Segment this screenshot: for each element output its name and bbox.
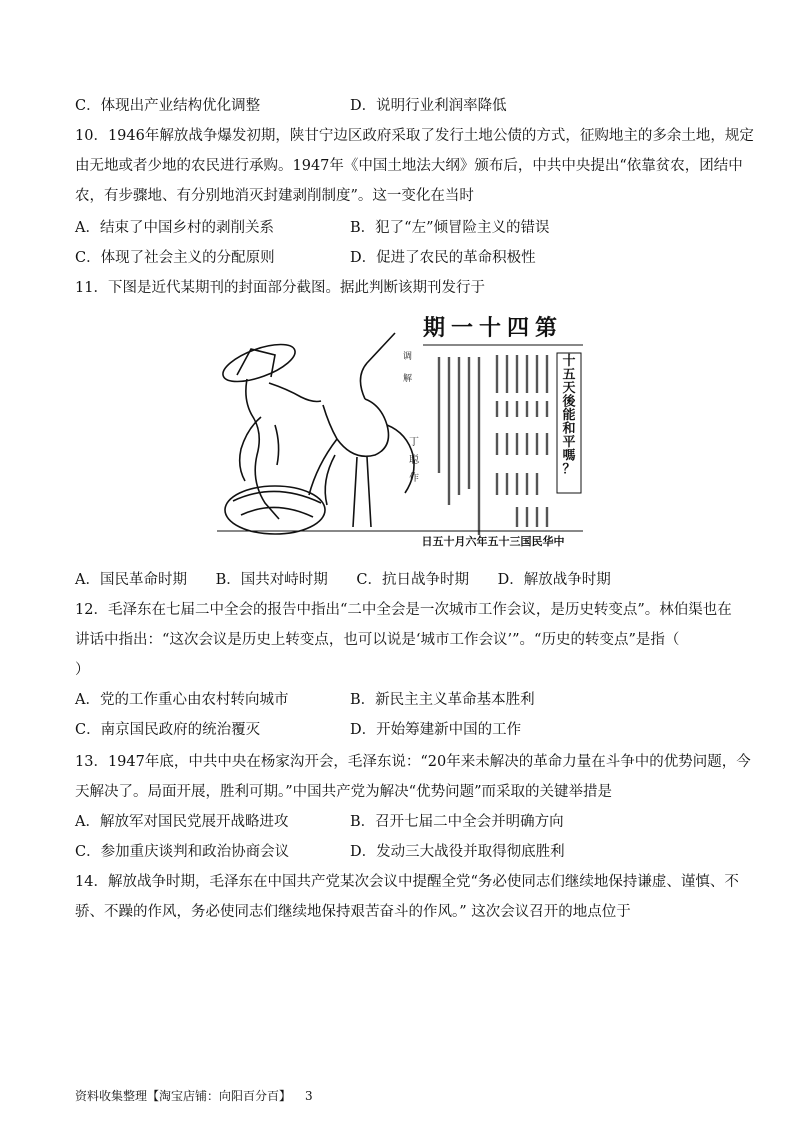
q12-stem-line-1: 12．毛泽东在七届二中全会的报告中指出“二中全会是一次城市工作会议，是历史转变点”。林伯渠也在: [75, 602, 732, 618]
headline-char: 和: [562, 421, 576, 437]
q13-option-b: B．召开七届二中全会并明确方向: [350, 814, 564, 830]
q10-stem-line-3: 农，有步骤地、有分别地消灭封建剥削制度”。这一变化在当时: [75, 188, 474, 204]
caption-author-char-3: 作: [409, 473, 419, 484]
q9-options-row-cd: [75, 96, 735, 116]
headline-char: 五: [562, 367, 576, 383]
caption-left-char-2: 解: [403, 374, 413, 384]
q11-option-b: B．国共对峙时期: [215, 572, 328, 588]
q12-stem-line-3: ）: [75, 662, 90, 678]
q13-option-d: D．发动三大战役并取得彻底胜利: [350, 844, 565, 860]
q10-option-d: D．促进了农民的革命积极性: [350, 250, 536, 266]
headline-char: 平: [562, 435, 576, 450]
cover-date-line: 日五十月六年五十三国民华中: [421, 535, 565, 548]
page-number: 3: [305, 1089, 313, 1103]
q9-option-c: C．体现出产业结构优化调整: [75, 98, 261, 114]
headline-char: 嗎: [562, 448, 576, 464]
q13-option-c: C．参加重庆谈判和政治协商会议: [75, 844, 290, 860]
journal-cover-figure: [217, 305, 583, 550]
q13-option-a: A．解放军对国民党展开战略进攻: [75, 814, 289, 830]
page-footer: [75, 1088, 313, 1104]
q11-options: [75, 570, 635, 590]
q13-stem-line-2: 天解决了。局面开展，胜利可期。”中国共产党为解决“优势问题”而采取的关键举措是: [75, 784, 612, 800]
q10-option-c: C．体现了社会主义的分配原则: [75, 250, 275, 266]
q11-option-d: D．解放战争时期: [497, 572, 611, 588]
q12-option-b: B．新民主主义革命基本胜利: [350, 692, 535, 708]
q13-options-row-ab: [75, 812, 735, 832]
q11-option-c: C．抗日战争时期: [356, 572, 469, 588]
issue-label: 期一十四第: [423, 315, 564, 341]
caption-author-char-2: 聪: [409, 455, 419, 466]
q10-option-b: B．犯了“左”倾冒险主义的错误: [350, 220, 550, 236]
q13-options-row-cd: [75, 842, 735, 862]
q12-option-a: A．党的工作重心由农村转向城市: [75, 692, 289, 708]
q10-option-a: A．结束了中国乡村的剥削关系: [75, 220, 274, 236]
q13-stem-line-1: 13．1947年底，中共中央在杨家沟开会，毛泽东说：“20年来未解决的革命力量在斗争中的优势问题，今: [75, 754, 751, 770]
q12-options-row-cd: [75, 720, 735, 740]
q11-option-a: A．国民革命时期: [75, 572, 187, 588]
q12-option-d: D．开始筹建新中国的工作: [350, 722, 522, 738]
q10-stem-line-2: 由无地或者少地的农民进行承购。1947年《中国土地法大纲》颁布后，中共中央提出“依靠贫农，团结中: [75, 158, 743, 174]
headline-char: 十: [562, 354, 576, 369]
headline-char: 能: [562, 408, 576, 423]
q10-options-row-cd: [75, 248, 735, 268]
q10-stem-line-1: 10．1946年解放战争爆发初期，陕甘宁边区政府采取了发行土地公债的方式，征购地主的多余土地，规定: [75, 128, 754, 144]
headline-char: ？: [562, 462, 576, 477]
q9-option-d: D．说明行业利润率降低: [350, 98, 507, 114]
footer-source: 资料收集整理【淘宝店铺：向阳百分百】: [75, 1089, 292, 1103]
q11-stem: 11．下图是近代某期刊的封面部分截图。据此判断该期刊发行于: [75, 280, 485, 296]
q12-options-row-ab: [75, 690, 735, 710]
q10-options-row-ab: [75, 218, 735, 238]
q14-stem-line-2: 骄、不躁的作风，务必使同志们继续地保持艰苦奋斗的作风。” 这次会议召开的地点位于: [75, 904, 631, 920]
q12-option-c: C．南京国民政府的统治覆灭: [75, 722, 261, 738]
q12-stem-line-2: 讲话中指出：“这次会议是历史上转变点，也可以说是‘城市工作会议’”。“历史的转变点”是指（: [75, 632, 680, 648]
caption-left-char: 调: [403, 352, 413, 362]
headline-char: 天: [562, 381, 576, 396]
cover-headline: [561, 353, 576, 477]
journal-cover-image: [217, 305, 583, 550]
q14-stem-line-1: 14．解放战争时期，毛泽东在中国共产党某次会议中提醒全党“务必使同志们继续地保持谦虚、谨慎、不: [75, 874, 739, 890]
caption-author-char-1: 丁: [409, 437, 419, 448]
headline-char: 後: [562, 394, 576, 410]
